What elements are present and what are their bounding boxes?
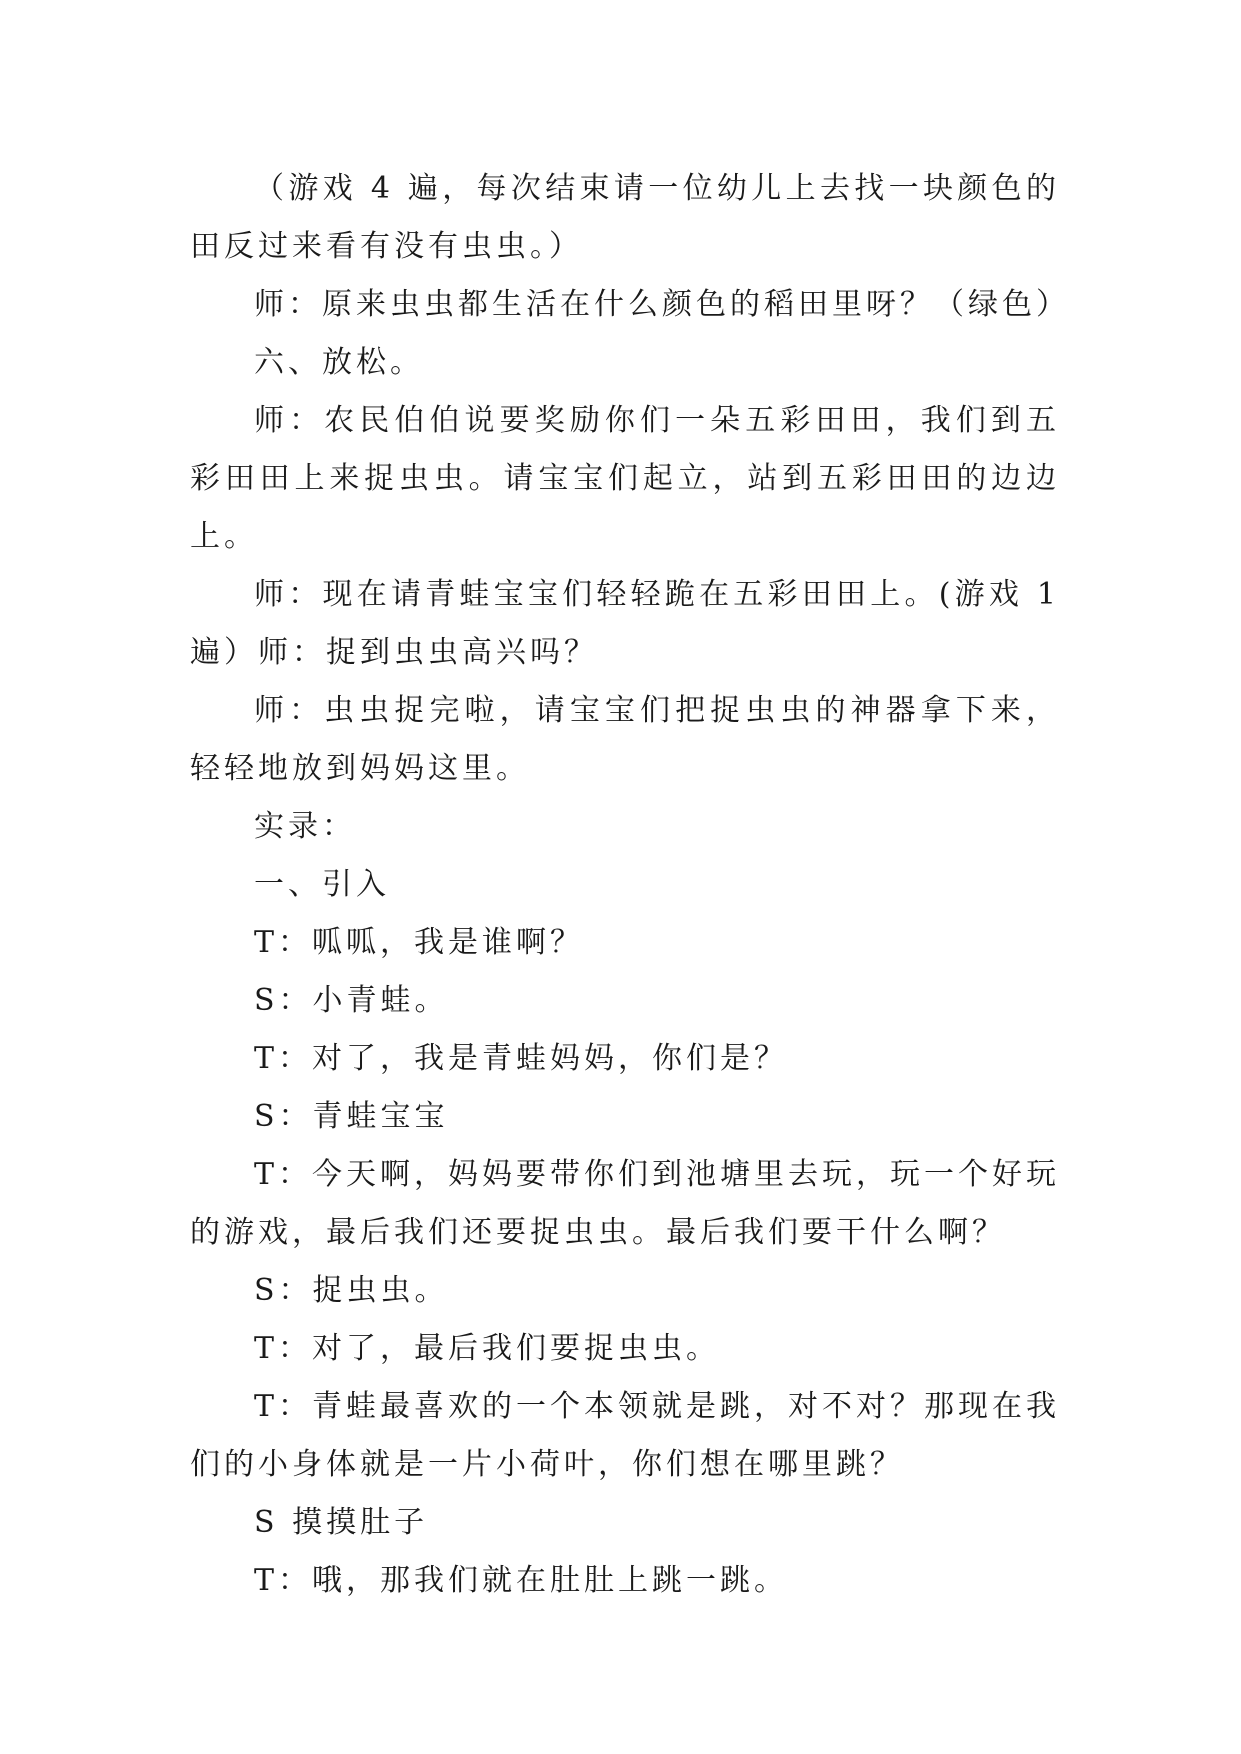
dialogue-line: T：呱呱，我是谁啊？ <box>254 925 585 960</box>
document-body <box>190 160 1070 1610</box>
dialogue-line: S：捉虫虫。 <box>254 1273 449 1308</box>
dialogue-line: T：对了，我是青蛙妈妈，你们是？ <box>254 1041 789 1076</box>
dialogue-line: T：青蛙最喜欢的一个本领就是跳，对不对？那现在我们的小身体就是一片小荷叶，你们想在哪里跳？ <box>190 1389 1061 1482</box>
dialogue-line: T：对了，最后我们要捉虫虫。 <box>254 1331 721 1366</box>
dialogue-line: T：哦，那我们就在肚肚上跳一跳。 <box>254 1563 789 1598</box>
section-heading: 六、放松。 <box>254 345 424 380</box>
dialogue-line: S：小青蛙。 <box>254 983 449 1018</box>
paragraph: 师：农民伯伯说要奖励你们一朵五彩田田，我们到五彩田田上来捉虫虫。请宝宝们起立，站到五彩田田的边边上。 <box>190 403 1060 554</box>
section-heading: 实录： <box>254 809 356 844</box>
paragraph: 师：原来虫虫都生活在什么颜色的稻田里呀？（绿色） <box>254 287 1070 322</box>
dialogue-line: S：青蛙宝宝 <box>254 1099 449 1134</box>
paragraph: （游戏 4 遍，每次结束请一位幼儿上去找一块颜色的田反过来看有没有虫虫。） <box>190 171 1060 264</box>
paragraph: 师：虫虫捉完啦，请宝宝们把捉虫虫的神器拿下来，轻轻地放到妈妈这里。 <box>190 693 1060 786</box>
paragraph: 师：现在请青蛙宝宝们轻轻跪在五彩田田上。(游戏 1 遍）师：捉到虫虫高兴吗？ <box>190 577 1060 670</box>
dialogue-line: S 摸摸肚子 <box>254 1505 429 1540</box>
dialogue-line: T：今天啊，妈妈要带你们到池塘里去玩，玩一个好玩的游戏，最后我们还要捉虫虫。最后我们要干什么啊？ <box>190 1157 1061 1250</box>
section-heading: 一、引入 <box>254 867 390 902</box>
